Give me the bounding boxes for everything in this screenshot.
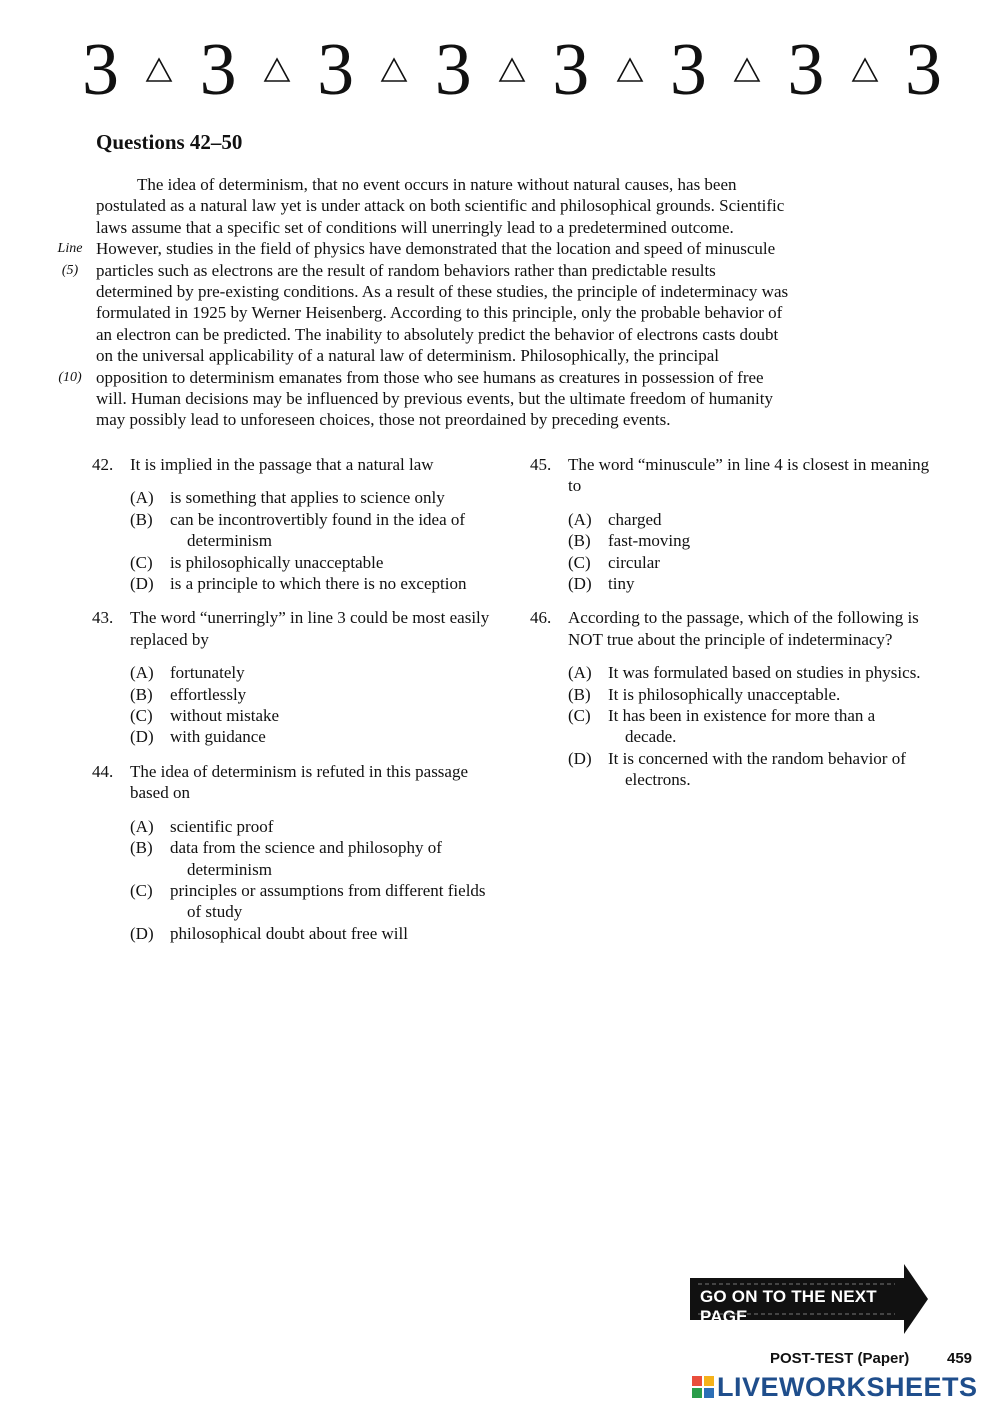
line-number-marker: (10) xyxy=(58,369,82,385)
option-text: is something that applies to science only xyxy=(170,488,445,508)
option-letter: (C) xyxy=(130,552,153,572)
question-stem xyxy=(530,454,930,497)
option-text: philosophical doubt about free will xyxy=(170,923,408,943)
option-text: principles or assumptions from different fields of study xyxy=(170,880,486,922)
option-text: It is concerned with the random behavior of electrons. xyxy=(608,748,906,790)
header-digit: 3 xyxy=(199,29,237,111)
question-text: The word “minuscule” in line 4 is closest in meaning to xyxy=(568,455,930,496)
option-text: tiny xyxy=(608,574,635,594)
passage-line xyxy=(96,324,928,345)
answer-option[interactable] xyxy=(130,684,492,705)
question-number: 45. xyxy=(530,455,552,474)
passage-line xyxy=(96,345,928,366)
questions-column-right xyxy=(530,454,930,804)
section-title: Questions 42–50 xyxy=(96,130,243,154)
question-42 xyxy=(92,454,492,594)
answer-option[interactable] xyxy=(568,748,930,791)
option-text: without mistake xyxy=(170,706,280,726)
passage-line xyxy=(96,388,928,409)
triangle-icon xyxy=(380,57,408,83)
answer-option[interactable] xyxy=(130,880,492,923)
passage-line xyxy=(96,409,928,430)
line-number-marker: Line xyxy=(57,241,83,257)
passage-line xyxy=(96,281,928,302)
option-letter: (C) xyxy=(130,880,153,900)
option-text: effortlessly xyxy=(170,684,247,704)
option-letter: (B) xyxy=(568,531,591,551)
header-digit: 3 xyxy=(434,29,472,111)
questions-column-left xyxy=(92,454,492,957)
passage-line-text: laws assume that a specific set of conditions will unerringly lead to a predetermined outcome. xyxy=(96,217,734,237)
liveworksheets-logo-icon xyxy=(692,1376,714,1398)
section-header-banner xyxy=(82,30,942,110)
passage-line-text: on the universal applicability of a natural law of determinism. Philosophically, the principal xyxy=(96,346,720,366)
question-number: 46. xyxy=(530,608,552,628)
header-digit: 3 xyxy=(904,29,942,111)
option-letter: (D) xyxy=(568,574,592,594)
answer-options xyxy=(130,662,492,748)
header-digit: 3 xyxy=(317,29,355,111)
answer-option[interactable] xyxy=(130,837,492,880)
option-text: with guidance xyxy=(170,727,266,747)
passage-line-text: The idea of determinism, that no event occurs in nature without natural causes, has been xyxy=(137,175,737,194)
liveworksheets-watermark xyxy=(692,1372,978,1402)
answer-option[interactable] xyxy=(130,573,492,594)
option-letter: (A) xyxy=(130,816,154,836)
passage-line xyxy=(57,238,928,259)
reading-passage xyxy=(57,174,928,431)
footer-section-label: POST-TEST (Paper) xyxy=(770,1350,910,1367)
header-digit: 3 xyxy=(787,29,825,111)
option-letter: (D) xyxy=(130,727,154,747)
option-letter: (D) xyxy=(568,748,592,768)
passage-line xyxy=(96,195,928,216)
header-digit: 3 xyxy=(552,29,590,111)
option-letter: (C) xyxy=(130,706,153,726)
option-letter: (A) xyxy=(568,509,592,529)
go-to-next-page-label: GO ON TO THE NEXT PAGE xyxy=(700,1287,877,1326)
answer-option[interactable] xyxy=(568,573,930,594)
triangle-icon xyxy=(145,57,173,83)
option-text: scientific proof xyxy=(170,816,274,836)
line-number-marker: (5) xyxy=(61,262,79,278)
option-text: It was formulated based on studies in physics. xyxy=(608,663,921,683)
passage-line-text: However, studies in the field of physics have demonstrated that the location and speed of minuscule xyxy=(96,239,776,259)
answer-option[interactable] xyxy=(130,509,492,552)
option-text: circular xyxy=(608,552,660,572)
triangle-icon xyxy=(851,57,879,83)
option-letter: (B) xyxy=(130,684,153,704)
answer-option[interactable] xyxy=(130,705,492,726)
option-text: fortunately xyxy=(170,663,245,683)
watermark-text: LIVEWORKSHEETS xyxy=(717,1371,978,1402)
option-letter: (C) xyxy=(568,706,591,726)
passage-line xyxy=(58,367,928,388)
answer-option[interactable] xyxy=(568,552,930,573)
answer-option[interactable] xyxy=(130,923,492,944)
answer-options xyxy=(568,662,930,790)
passage-line xyxy=(96,302,928,323)
question-stem xyxy=(92,607,492,650)
question-text: According to the passage, which of the following is NOT true about the principle of indeterminacy? xyxy=(568,608,919,649)
triangle-icon xyxy=(733,57,761,83)
passage-line-text: an electron can be predicted. The inability to absolutely predict the behavior of electrons casts doubt xyxy=(96,324,779,344)
option-text: data from the science and philosophy of determinism xyxy=(170,838,442,879)
answer-option[interactable] xyxy=(130,552,492,573)
option-letter: (B) xyxy=(568,684,591,704)
header-digit: 3 xyxy=(669,29,707,111)
answer-option[interactable] xyxy=(568,509,930,530)
question-stem xyxy=(530,607,930,650)
answer-option[interactable] xyxy=(130,816,492,837)
triangle-icon xyxy=(263,57,291,83)
option-text: charged xyxy=(608,509,662,529)
option-letter: (D) xyxy=(130,574,154,594)
question-45 xyxy=(530,454,930,594)
question-46 xyxy=(530,607,930,790)
question-number: 44. xyxy=(92,761,114,781)
option-letter: (A) xyxy=(568,663,592,683)
passage-line-text: opposition to determinism emanates from those who see humans as creatures in possession of free xyxy=(96,367,764,387)
answer-option[interactable] xyxy=(130,726,492,747)
question-text: The word “unerringly” in line 3 could be most easily replaced by xyxy=(130,608,490,649)
option-letter: (D) xyxy=(130,923,154,943)
question-text: It is implied in the passage that a natural law xyxy=(130,455,434,474)
passage-line-text: postulated as a natural law yet is under attack on both scientific and philosophical grounds. Scientific xyxy=(96,196,785,216)
triangle-icon xyxy=(498,57,526,83)
option-text: can be incontrovertibly found in the idea of determinism xyxy=(170,509,466,551)
answer-options xyxy=(568,509,930,595)
answer-option[interactable] xyxy=(130,662,492,683)
option-letter: (C) xyxy=(568,552,591,572)
option-letter: (B) xyxy=(130,509,153,529)
passage-line xyxy=(61,260,928,281)
option-letter: (B) xyxy=(130,838,153,858)
header-digit: 3 xyxy=(82,29,119,111)
option-text: It has been in existence for more than a decade. xyxy=(608,706,876,747)
passage-line-text: determined by pre-existing conditions. As a result of these studies, the principle of indeterminacy was xyxy=(96,281,789,301)
question-43 xyxy=(92,607,492,747)
question-stem xyxy=(92,454,492,475)
answer-option[interactable] xyxy=(568,662,930,683)
passage-line xyxy=(96,174,928,195)
option-text: It is philosophically unacceptable. xyxy=(608,684,841,704)
answer-options xyxy=(130,487,492,594)
question-number: 42. xyxy=(92,455,114,474)
triangle-icon xyxy=(616,57,644,83)
option-text: is philosophically unacceptable xyxy=(170,552,384,572)
question-text: The idea of determinism is refuted in this passage based on xyxy=(130,761,469,803)
answer-option[interactable] xyxy=(568,684,930,705)
option-letter: (A) xyxy=(130,663,154,683)
question-stem xyxy=(92,761,492,804)
option-text: fast-moving xyxy=(608,531,691,551)
passage-line-text: may possibly lead to unforeseen choices, those not preordained by preceding events. xyxy=(96,410,671,430)
option-text: is a principle to which there is no exception xyxy=(170,574,467,594)
passage-line-text: formulated in 1925 by Werner Heisenberg. According to this principle, only the probable behavior of xyxy=(96,303,783,323)
page-number: 459 xyxy=(947,1350,973,1367)
passage-line xyxy=(96,217,928,238)
option-letter: (A) xyxy=(130,488,154,508)
answer-option[interactable] xyxy=(568,705,930,748)
question-44 xyxy=(92,761,492,944)
go-to-next-page-banner xyxy=(690,1264,928,1334)
answer-options xyxy=(130,816,492,944)
question-number: 43. xyxy=(92,608,114,628)
answer-option[interactable] xyxy=(130,487,492,508)
passage-line-text: particles such as electrons are the result of random behaviors rather than predictable results xyxy=(96,260,716,280)
answer-option[interactable] xyxy=(568,530,930,551)
passage-line-text: will. Human decisions may be influenced by previous events, but the ultimate freedom of humanity xyxy=(96,388,774,408)
